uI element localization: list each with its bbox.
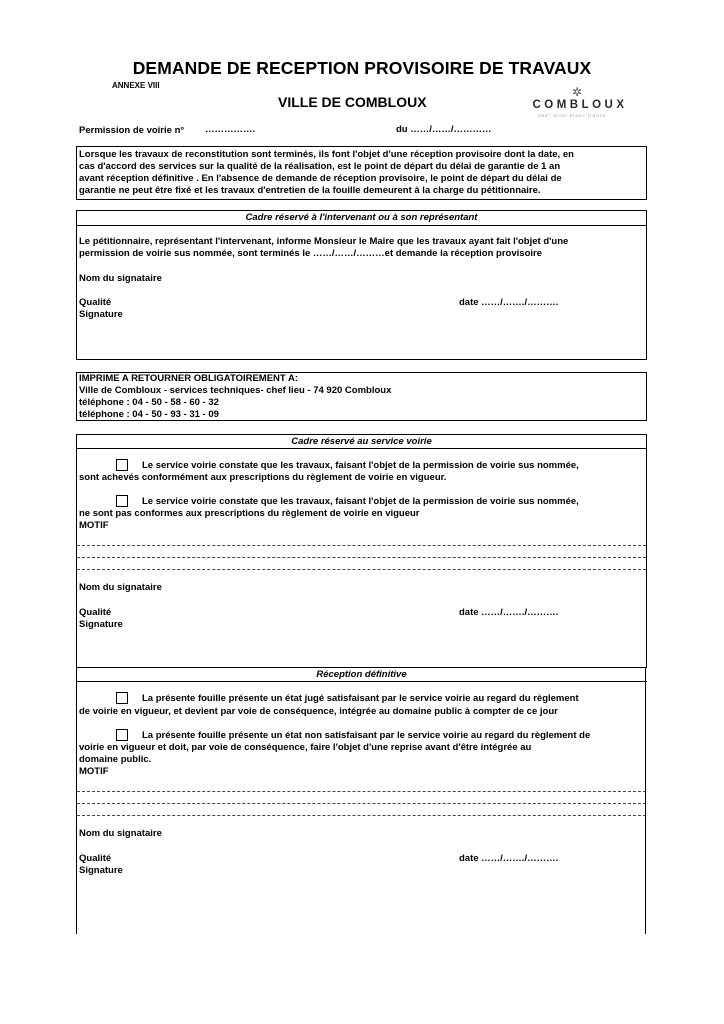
permission-number[interactable]: …………….	[205, 124, 256, 135]
definitive-option-text: La présente fouille présente un état non satisfaisant par le service voirie au regard du règlement de	[142, 730, 591, 741]
signature-label: Signature	[79, 309, 123, 320]
divider	[76, 448, 647, 449]
permission-label: Permission de voirie n°	[79, 125, 185, 136]
signature-label: Signature	[79, 865, 123, 876]
voirie-non-conforme-checkbox[interactable]	[116, 495, 128, 507]
voirie-conforme-checkbox[interactable]	[116, 459, 128, 471]
signataire-label: Nom du signataire	[79, 273, 162, 284]
page-title: DEMANDE DE RECEPTION PROVISOIRE DE TRAVAUX	[132, 58, 592, 78]
divider	[76, 225, 647, 226]
date-field[interactable]: date ……/……./……….	[459, 853, 559, 864]
definitive-option-text: La présente fouille présente un état jugé satisfaisant par le service voirie au regard du règlement	[142, 693, 579, 704]
motif-line[interactable]	[77, 569, 646, 570]
intro-line: garantie ne peut être fixé et les travaux d'entretien de la fouille demeurent à la charge du pétitionnaire.	[79, 185, 541, 196]
annexe-label: ANNEXE VIII	[112, 81, 160, 90]
intervenant-text: Le pétitionnaire, représentant l'intervenant, informe Monsieur le Maire que les travaux ayant fait l'objet d'une	[79, 236, 569, 247]
intro-line: Lorsque les travaux de reconstitution sont terminés, ils font l'objet d'une réception provisoire dont la date, en	[79, 149, 574, 160]
qualite-label: Qualité	[79, 607, 112, 618]
star-icon: ✲	[572, 85, 583, 99]
ville-title: VILLE DE COMBLOUX	[278, 94, 427, 110]
motif-label: MOTIF	[79, 520, 109, 531]
definitive-heading: Réception définitive	[316, 669, 407, 680]
motif-label: MOTIF	[79, 766, 109, 777]
definitive-satisfaisant-checkbox[interactable]	[116, 692, 128, 704]
voirie-option-text: sont achevés conformément aux prescriptions du règlement de voirie en vigueur.	[79, 472, 447, 483]
signataire-label: Nom du signataire	[79, 828, 162, 839]
definitive-option-text: de voirie en vigueur, et devient par voie de conséquence, intégrée au domaine public à compter de ce jour	[79, 706, 558, 717]
retour-title: IMPRIME A RETOURNER OBLIGATOIREMENT A:	[79, 373, 299, 384]
voirie-option-text: ne sont pas conformes aux prescriptions du règlement de voirie en vigueur	[79, 508, 420, 519]
qualite-label: Qualité	[79, 853, 112, 864]
definitive-right-border	[645, 668, 646, 934]
signature-label: Signature	[79, 619, 123, 630]
logo-tagline: 360° mont blanc france	[538, 113, 607, 118]
definitive-left-border	[76, 656, 77, 934]
motif-line[interactable]	[77, 557, 646, 558]
intervenant-box	[76, 210, 647, 360]
definitive-non-satisfaisant-checkbox[interactable]	[116, 729, 128, 741]
voirie-option-text: Le service voirie constate que les travaux, faisant l'objet de la permission de voirie sus nommée,	[142, 460, 579, 471]
permission-date[interactable]: du ……/……/…………	[396, 124, 492, 135]
date-field[interactable]: date ……/……./……….	[459, 607, 559, 618]
intro-line: avant réception définitive . En l'absence de demande de réception provisoire, le point de départ du délai de	[79, 173, 562, 184]
retour-address: Ville de Combloux - services techniques- chef lieu - 74 920 Combloux	[79, 385, 392, 396]
voirie-option-text: Le service voirie constate que les travaux, faisant l'objet de la permission de voirie sus nommée,	[142, 496, 579, 507]
motif-line[interactable]	[77, 791, 646, 792]
intervenant-text: permission de voirie sus nommée, sont terminés le ……/……/………et demande la réception provisoire	[79, 248, 542, 259]
retour-phone: téléphone : 04 - 50 - 93 - 31 - 09	[79, 409, 219, 420]
motif-line[interactable]	[77, 803, 646, 804]
intro-line: cas d'accord des services sur la qualité de la réalisation, est le point de départ du délai de garantie de 1 an	[79, 161, 561, 172]
motif-line[interactable]	[77, 545, 646, 546]
definitive-option-text: voirie en vigueur et doit, par voie de conséquence, faire l'objet d'une reprise avant d'être intégrée au	[79, 742, 532, 753]
retour-phone: téléphone : 04 - 50 - 58 - 60 - 32	[79, 397, 219, 408]
date-field[interactable]: date ……/……./……….	[459, 297, 559, 308]
logo-wordmark: COMBLOUX	[532, 99, 628, 111]
motif-line[interactable]	[77, 815, 646, 816]
combloux-logo	[516, 85, 644, 122]
intervenant-heading: Cadre réservé à l'intervenant ou à son représentant	[245, 212, 478, 223]
voirie-heading: Cadre réservé au service voirie	[291, 436, 432, 447]
qualite-label: Qualité	[79, 297, 112, 308]
divider	[76, 681, 647, 682]
signataire-label: Nom du signataire	[79, 582, 162, 593]
definitive-option-text: domaine public.	[79, 754, 152, 765]
